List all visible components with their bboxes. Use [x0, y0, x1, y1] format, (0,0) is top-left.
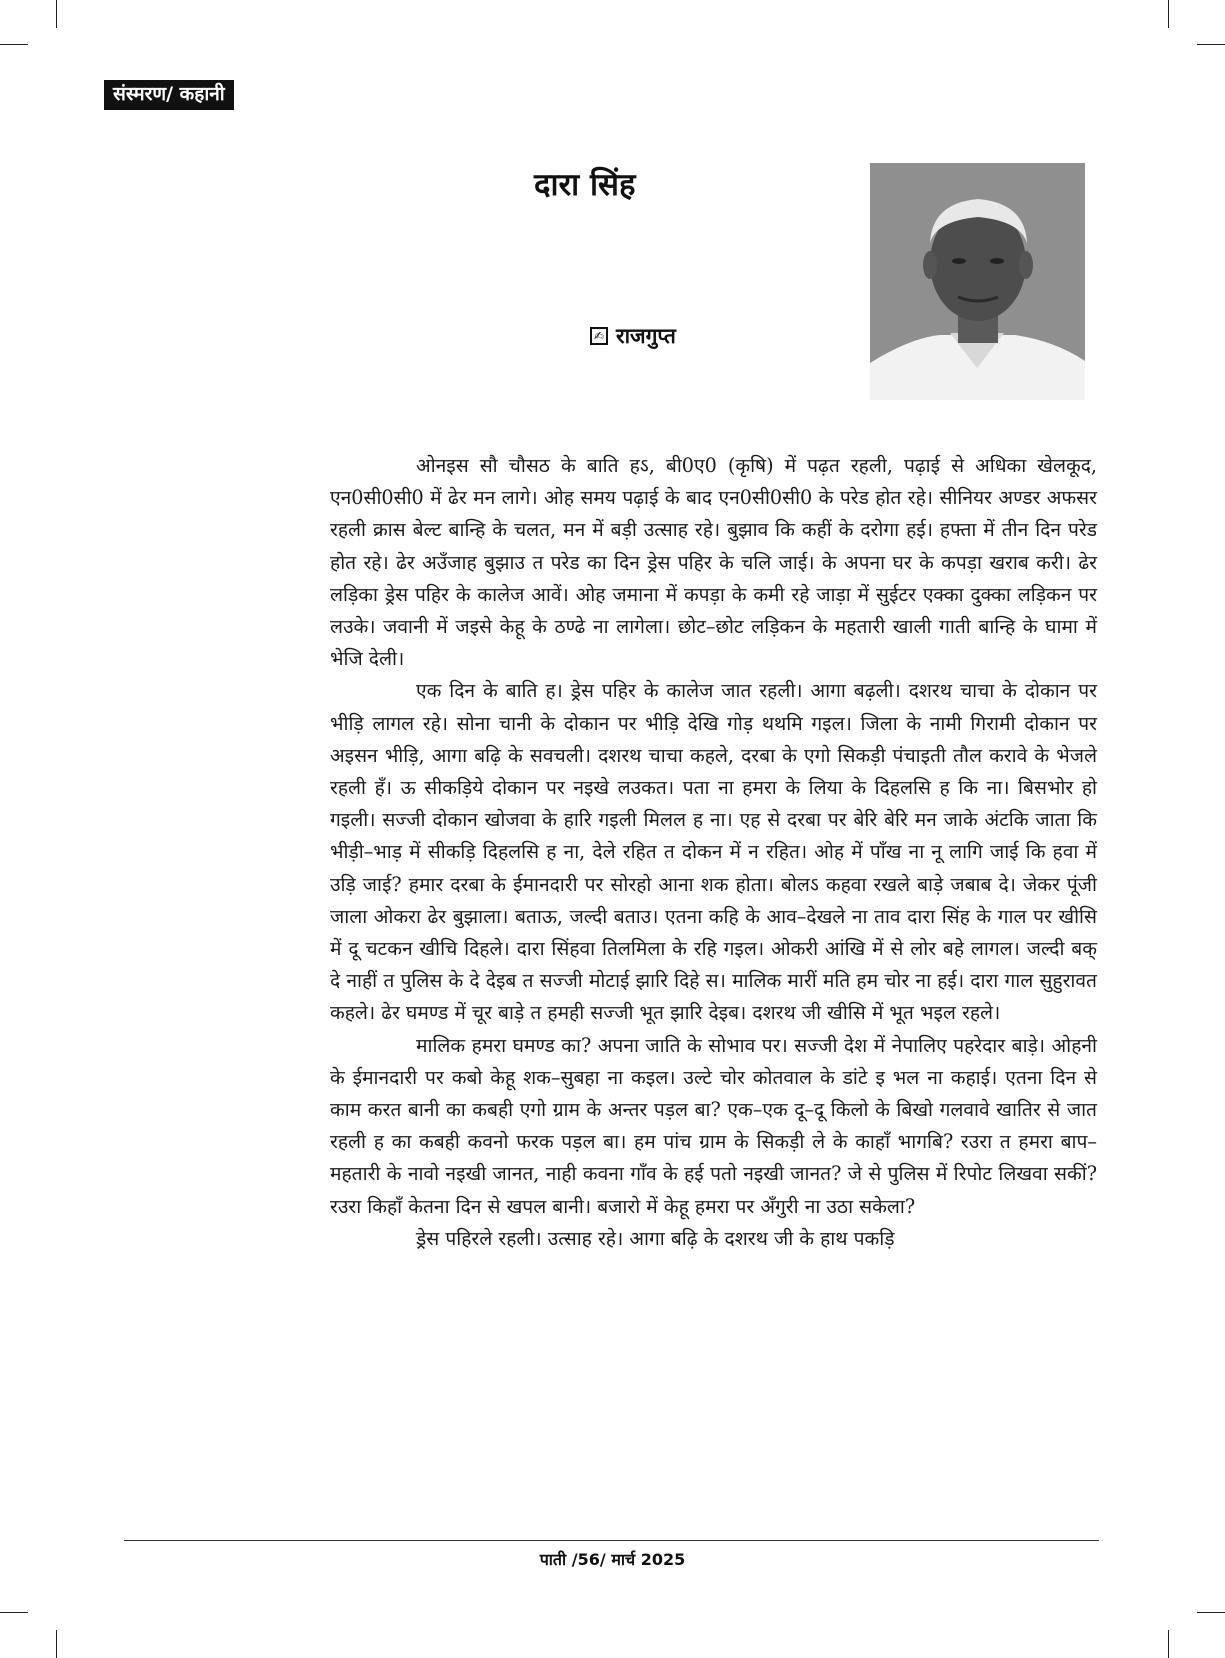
crop-mark — [1168, 1630, 1169, 1658]
crop-mark — [56, 0, 57, 28]
body-paragraph: मालिक हमरा घमण्ड का? अपना जाति के सोभाव पर। सज्जी देश में नेपालिए पहरेदार बाड़े। ओहनी के ईमानदारी पर कबो केहू शक–सुबहा ना कइल। उल्टे चोर कोतवाल के डांटे इ भल ना कहाई। एतना दिन से काम करत बानी का कबही एगो ग्राम के अन्तर पड़ल बा? एक–एक दू–दू किलो के बिखो गलवावे खातिर से जात रहली ह का कबही कवनो फरक पड़ल बा। हम पांच ग्राम के सिकड़ी ले के काहाँ भागबि? रउरा त हमरा बाप–महतारी के नावो नइखी जानत, नाही कवना गाँव के हई पतो नइखी जानत? जे से पुलिस में रिपोट लिखवा सकीं? रउरा किहाँ केतना दिन से खपल बानी। बजारो में केहू हमरा पर अँगुरी ना उठा सकेला? — [330, 1033, 1097, 1218]
footer-separator: / — [599, 1550, 612, 1569]
crop-mark — [1197, 44, 1225, 45]
footer-separator: / — [566, 1550, 578, 1569]
footer-magazine: पाती — [539, 1550, 567, 1569]
section-tag: संस्मरण/ कहानी — [104, 80, 234, 110]
footer-issue: मार्च 2025 — [611, 1550, 686, 1569]
footer-divider — [124, 1540, 1099, 1541]
page-footer — [0, 1548, 1225, 1570]
pen-paper-icon: ✍ — [590, 327, 608, 345]
article-title: दारा सिंह — [534, 167, 636, 203]
author-portrait-illustration — [870, 163, 1085, 400]
crop-mark — [0, 44, 28, 45]
crop-mark — [1168, 0, 1169, 28]
footer-page-number: 56 — [577, 1550, 600, 1569]
body-paragraph: ओनइस सौ चौसठ के बाति हऽ, बी0ए0 (कृषि) में पढ़त रहली, पढ़ाई से अधिका खेलकूद, एन0सी0सी0 में ढेर मन लागे। ओह समय पढ़ाई के बाद एन0सी0सी0 के परेड होत रहे। सीनियर अण्डर अफसर रहली क्रास बेल्ट बान्हि के चलत, मन में बड़ी उत्साह रहे। बुझाव कि कहीं के दरोगा हई। हफ्ता में तीन दिन परेड होत रहे। ढेर अउँजाह बुझाउ त परेड का दिन ड्रेस पहिर के चलि जाई। के अपना घर के कपड़ा खराब करी। ढेर लड़िका ड्रेस पहिर के कालेज आवें। ओह जमाना में कपड़ा के कमी रहे जाड़ा में सुईटर एक्का दुक्का लड़िकन पर लउके। जवानी में जइसे केहू के ठण्ढे ना लागेला। छोट–छोट लड़िकन के महतारी खाली गाती बान्हि के घामा में भेजि देली। — [330, 454, 1097, 671]
author-byline — [590, 322, 676, 350]
author-photo — [870, 163, 1085, 400]
crop-mark — [56, 1630, 57, 1658]
author-name: राजगुप्त — [616, 324, 676, 348]
crop-mark — [0, 1612, 28, 1613]
body-paragraph: ड्रेस पहिरले रहली। उत्साह रहे। आगा बढ़ि के दशरथ जी के हाथ पकड़ि — [416, 1226, 895, 1250]
body-paragraph: एक दिन के बाति ह। ड्रेस पहिर के कालेज जात रहली। आगा बढ़ली। दशरथ चाचा के दोकान पर भीड़ि लागल रहे। सोना चानी के दोकान पर भीड़ि देखि गोड़ थथमि गइल। जिला के नामी गिरामी दोकान पर अइसन भीड़ि, आगा बढ़ि के सवचली। दशरथ चाचा कहले, दरबा के एगो सिकड़ी पंचाइती तौल करावे के भेजले रहली हँ। ऊ सीकड़िये दोकान पर नइखे लउकत। पता ना हमरा के लिया के दिहलसि ह कि ना। बिसभोर हो गइली। सज्जी दोकान खोजवा के हारि गइली मिलल ह ना। एह से दरबा पर बेरि बेरि मन जाके अंटकि जाता कि भीड़ी–भाड़ में सीकड़ि दिहलसि ह ना, देले रहित त दोकन में न रहित। ओह में पाँख ना नू लागि जाई कि हवा में उड़ि जाई? हमार दरबा के ईमानदारी पर सोरहो आना शक होता। बोलऽ कहवा रखले बाड़े जबाब दे। जेकर पूंजी जाला ओकरा ढेर बुझाला। बताऊ, जल्दी बताउ। एतना कहि के आव–देखले ना ताव दारा सिंह के गाल पर खीसि में दू चटकन खीचि दिहले। दारा सिंहवा तिलमिला के रहि गइल। ओकरी आंखि में से लोर बहे लागल। जल्दी बक् दे नाहीं त पुलिस के दे देइब त सज्जी मोटाई झारि दिहे स। मालिक मारीं मति हम चोर ना हई। दारा गाल सुहुरावत कहले। ढेर घमण्ड में चूर बाड़े त हमही सज्जी भूत झारि देइब। दशरथ जी खीसि में भूत भइल रहले। — [330, 679, 1097, 1025]
article-body — [330, 450, 1097, 1255]
crop-mark — [1197, 1612, 1225, 1613]
